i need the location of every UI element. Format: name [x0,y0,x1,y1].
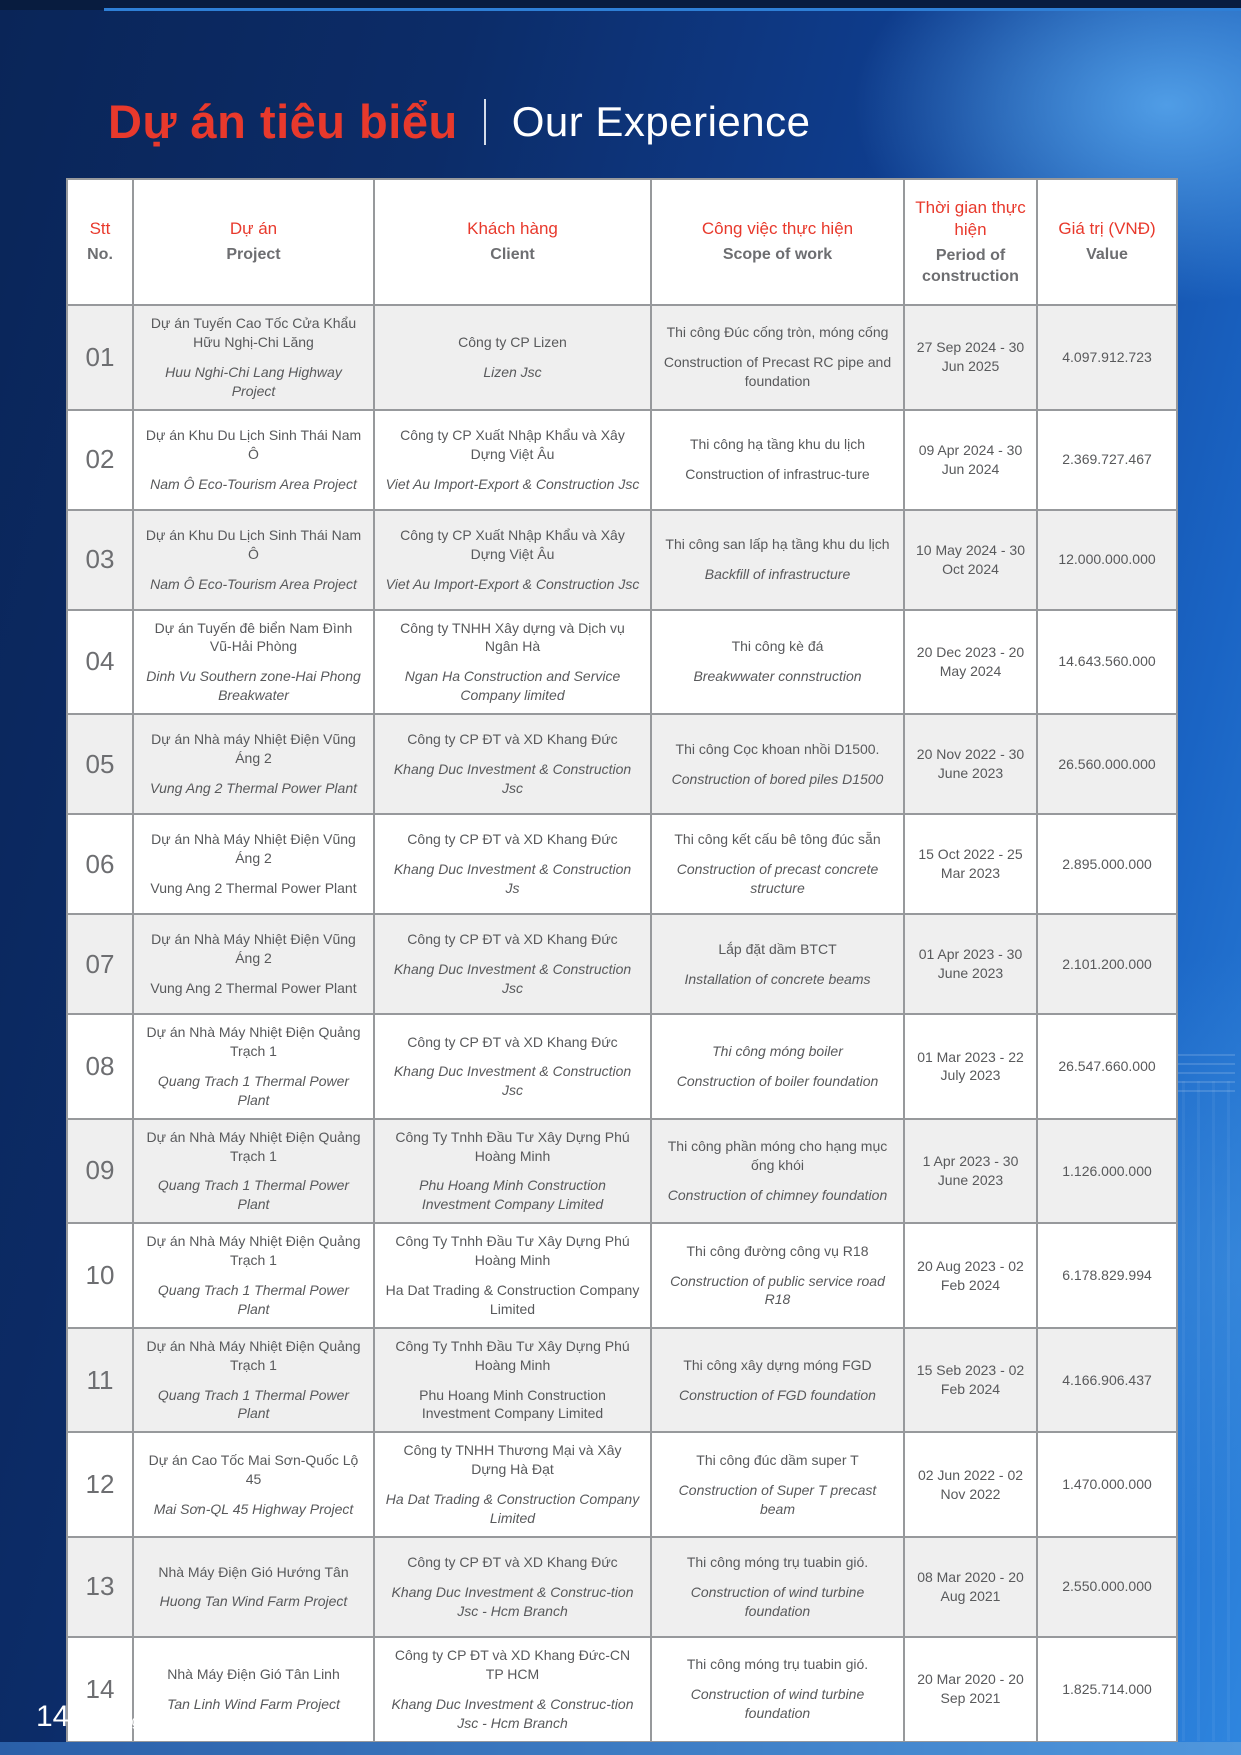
client-name-en: Khang Duc Investment & Construction Jsc [393,761,632,797]
row-number: 14 [85,1673,115,1704]
project-name-vi: Dự án Khu Du Lịch Sinh Thái Nam Ô [145,526,362,562]
project-cell [133,610,374,715]
project-name-vi: Dự án Nhà Máy Nhiệt Điện Quảng Trạch 1 [146,1024,361,1060]
project-name-en: Dinh Vu Southern zone-Hai Phong Breakwater [146,668,361,704]
table-row [67,814,1177,914]
project-cell [133,1014,374,1119]
header-value-en: Value [1086,246,1128,264]
bottom-accent-strip [0,1742,1241,1755]
client-cell [374,1432,651,1537]
scope-cell [651,1328,904,1433]
project-cell [133,814,374,914]
scope-en: Backfill of infrastructure [704,566,851,583]
client-name-vi: Công ty CP ĐT và XD Khang Đức [407,1554,618,1571]
client-name-en: Lizen Jsc [483,363,542,380]
row-number: 11 [86,1364,114,1395]
row-number-cell [67,1537,133,1637]
scope-vi: Thi công kè đá [731,638,824,655]
row-number: 02 [85,444,115,475]
client-cell [374,1637,651,1742]
scope-vi: Thi công móng trụ tuabin gió. [686,1554,869,1571]
project-name-vi: Dự án Nhà máy Nhiệt Điện Vũng Áng 2 [151,731,356,767]
client-cell [374,1119,651,1224]
project-name-en: Quang Trach 1 Thermal Power Plant [157,1386,350,1422]
table-row [67,1223,1177,1328]
row-number: 07 [85,948,115,979]
project-name-en: Nam Ô Eco-Tourism Area Project [150,575,357,592]
client-name-vi: Công Ty Tnhh Đầu Tư Xây Dựng Phú Hoàng Minh [395,1337,630,1373]
scope-cell [651,1223,904,1328]
client-name-en: Khang Duc Investment & Construction Jsc [393,961,632,997]
project-name-en: Nam Ô Eco-Tourism Area Project [150,475,357,492]
project-cell [133,305,374,410]
row-number: 09 [85,1155,115,1186]
header-value-vi: Giá trị (VNĐ) [1058,219,1156,239]
page-title-vietnamese: Dự án tiêu biểu [108,95,458,148]
project-cell [133,1223,374,1328]
table-row [67,1119,1177,1224]
value-cell: 6.178.829.994 [1037,1223,1177,1328]
project-name-vi: Dự án Cao Tốc Mai Sơn-Quốc Lộ 45 [148,1451,359,1487]
header-project-en: Project [226,246,281,264]
value-cell: 2.101.200.000 [1037,914,1177,1014]
period-cell: 1 Apr 2023 - 30 June 2023 [904,1119,1037,1224]
page-title [108,94,811,149]
period-cell: 20 Mar 2020 - 20 Sep 2021 [904,1637,1037,1742]
client-name-vi: Công ty CP ĐT và XD Khang Đức [407,931,618,948]
scope-cell [651,410,904,510]
period-cell: 01 Mar 2023 - 22 July 2023 [904,1014,1037,1119]
row-number: 10 [85,1259,115,1290]
scope-vi: Thi công đúc dầm super T [696,1451,859,1468]
client-name-vi: Công ty CP ĐT và XD Khang Đức-CN TP HCM [394,1646,631,1682]
row-number: 13 [85,1571,115,1602]
column-header-client [374,179,651,305]
project-name-vi: Dự án Nhà Máy Nhiệt Điện Quảng Trạch 1 [146,1337,361,1373]
scope-en: Construction of FGD foundation [679,1386,876,1403]
project-name-en: Huong Tan Wind Farm Project [159,1593,348,1610]
project-name-vi: Dự án Nhà Máy Nhiệt Điện Vũng Áng 2 [151,831,356,867]
client-cell [374,814,651,914]
value-cell: 26.560.000.000 [1037,714,1177,814]
period-cell: 02 Jun 2022 - 02 Nov 2022 [904,1432,1037,1537]
project-cell [133,410,374,510]
scope-vi: Thi công kết cấu bê tông đúc sẵn [674,831,881,848]
scope-vi: Thi công đường công vụ R18 [686,1242,869,1259]
client-cell [374,714,651,814]
project-name-en: Quang Trach 1 Thermal Power Plant [157,1282,350,1317]
client-name-en: Phu Hoang Minh Construction Investment Company Limited [419,1386,606,1422]
client-name-en: Phu Hoang Minh Construction Investment Company Limited [419,1177,606,1213]
scope-vi: Thi công móng trụ tuabin gió. [686,1656,869,1673]
row-number-cell [67,305,133,410]
row-number-cell [67,1119,133,1224]
scope-en: Breakwwater connstruction [693,668,862,685]
client-cell [374,510,651,610]
client-cell [374,410,651,510]
scope-en: Construction of boiler foundation [676,1072,879,1089]
client-cell [374,1014,651,1119]
client-name-vi: Công ty CP ĐT và XD Khang Đức [407,1033,618,1050]
header-period-vi: Thời gian thực hiện [915,197,1026,239]
column-header-project [133,179,374,305]
column-header-period [904,179,1037,305]
project-name-vi: Dự án Nhà Máy Nhiệt Điện Quảng Trạch 1 [146,1128,361,1164]
scope-cell [651,814,904,914]
client-name-vi: Công ty TNHH Xây dựng và Dịch vụ Ngân Hà [400,619,625,655]
scope-vi: Thi công Cọc khoan nhồi D1500. [675,740,880,757]
client-cell [374,1223,651,1328]
scope-cell [651,1537,904,1637]
period-cell: 20 Nov 2022 - 30 June 2023 [904,714,1037,814]
row-number-cell [67,914,133,1014]
scope-en: Construction of chimney foundation [667,1186,888,1203]
period-cell: 15 Oct 2022 - 25 Mar 2023 [904,814,1037,914]
client-name-en: Ha Dat Trading & Construction Company Limited [385,1491,640,1527]
value-cell: 2.895.000.000 [1037,814,1177,914]
value-cell: 1.825.714.000 [1037,1637,1177,1742]
project-cell [133,914,374,1014]
period-cell: 20 Dec 2023 - 20 May 2024 [904,610,1037,715]
client-name-vi: Công ty CP ĐT và XD Khang Đức [407,731,618,748]
table-row [67,714,1177,814]
client-name-en: Khang Duc Investment & Construction Js [393,861,632,897]
scope-en: Construction of public service road R18 [670,1272,885,1308]
client-cell [374,914,651,1014]
client-name-vi: Công ty TNHH Thương Mại và Xây Dựng Hà Đạt [403,1442,622,1478]
background-photo-texture [1167,1081,1241,1741]
header-project-vi: Dự án [229,219,278,239]
project-name-vi: Dự án Nhà Máy Nhiệt Điện Quảng Trạch 1 [146,1233,361,1269]
value-cell: 12.000.000.000 [1037,510,1177,610]
row-number-cell [67,1014,133,1119]
client-name-en: Khang Duc Investment & Construc-tion Jsc - Hcm Branch [391,1695,634,1731]
project-cell [133,1119,374,1224]
project-name-en: Tan Linh Wind Farm Project [167,1695,340,1712]
row-number-cell [67,714,133,814]
header-scope-en: Scope of work [722,246,833,264]
top-accent-line [104,8,1241,11]
row-number-cell [67,610,133,715]
client-name-vi: Công Ty Tnhh Đầu Tư Xây Dựng Phú Hoàng Minh [395,1128,630,1164]
table-row [67,914,1177,1014]
header-period-en: Period of construction [922,246,1019,285]
period-cell: 01 Apr 2023 - 30 June 2023 [904,914,1037,1014]
table-row [67,305,1177,410]
projects-table [66,178,1178,1743]
projects-table-body [67,305,1177,1742]
table-row [67,1014,1177,1119]
client-name-vi: Công ty CP ĐT và XD Khang Đức [407,831,618,848]
project-name-en: Mai Sơn-QL 45 Highway Project [153,1500,354,1517]
value-cell: 4.097.912.723 [1037,305,1177,410]
table-header-row [67,179,1177,305]
scope-vi: Lắp đặt dầm BTCT [718,940,837,957]
row-number: 12 [85,1469,115,1500]
table-row [67,1432,1177,1537]
page-number: 14 [36,1700,70,1733]
scope-cell [651,914,904,1014]
value-cell: 2.550.000.000 [1037,1537,1177,1637]
title-divider [484,99,486,145]
client-cell [374,305,651,410]
project-cell [133,714,374,814]
client-name-vi: Công ty CP Xuất Nhập Khẩu và Xây Dựng Việt Âu [400,426,625,462]
row-number: 04 [85,646,115,677]
row-number-cell [67,1328,133,1433]
period-cell: 08 Mar 2020 - 20 Aug 2021 [904,1537,1037,1637]
project-name-en: Vung Ang 2 Thermal Power Plant [150,880,357,897]
table-row [67,1328,1177,1433]
scope-en: Construction of Precast RC pipe and foundation [663,354,892,390]
client-cell [374,1537,651,1637]
scope-en: Construction of wind turbine foundation [690,1686,865,1722]
client-name-en: Viet Au Import-Export & Construction Jsc [385,575,640,592]
period-cell: 27 Sep 2024 - 30 Jun 2025 [904,305,1037,410]
client-cell [374,1328,651,1433]
table-row [67,1537,1177,1637]
row-number: 06 [85,848,115,879]
background-photo-glint [1173,1048,1235,1092]
row-number: 05 [85,748,115,779]
scope-en: Construction of bored piles D1500 [671,770,884,787]
scope-cell [651,305,904,410]
value-cell: 14.643.560.000 [1037,610,1177,715]
scope-vi: Thi công phần móng cho hạng mục ống khói [667,1138,888,1174]
row-number-cell [67,1223,133,1328]
period-cell: 20 Aug 2023 - 02 Feb 2024 [904,1223,1037,1328]
project-name-en: Quang Trach 1 Thermal Power Plant [157,1177,350,1213]
scope-vi: Thi công Đúc cống tròn, móng cống [666,324,889,341]
scope-vi: Thi công hạ tầng khu du lịch [689,436,866,453]
footer-tagline: Building Trust, Construction Quality [84,1713,330,1730]
row-number-cell [67,510,133,610]
project-name-en: Vung Ang 2 Thermal Power Plant [149,780,357,797]
project-cell [133,1537,374,1637]
scope-vi: Thi công xây dựng móng FGD [683,1356,872,1373]
project-cell [133,1328,374,1433]
row-number: 01 [85,341,115,372]
value-cell: 26.547.660.000 [1037,1014,1177,1119]
column-header-value [1037,179,1177,305]
client-name-vi: Công ty CP Xuất Nhập Khẩu và Xây Dựng Việt Âu [400,526,625,562]
scope-en: Installation of concrete beams [684,970,871,987]
scope-cell [651,1432,904,1537]
header-scope-vi: Công việc thực hiện [701,219,854,239]
period-cell: 10 May 2024 - 30 Oct 2024 [904,510,1037,610]
client-name-en: Viet Au Import-Export & Construction Jsc [385,475,640,492]
header-client-vi: Khách hàng [467,219,558,239]
project-name-vi: Dự án Tuyến đê biển Nam Đình Vũ-Hải Phòng [154,619,353,655]
project-name-en: Vung Ang 2 Thermal Power Plant [150,980,357,997]
project-cell [133,510,374,610]
page-title-english: Our Experience [511,97,811,145]
scope-en: Construction of infrastruc-ture [685,466,870,483]
project-name-en: Quang Trach 1 Thermal Power Plant [157,1072,350,1108]
client-name-vi: Công Ty Tnhh Đầu Tư Xây Dựng Phú Hoàng Minh [395,1233,630,1269]
value-cell: 1.470.000.000 [1037,1432,1177,1537]
scope-en: Construction of wind turbine foundation [690,1583,865,1619]
project-name-vi: Dự án Tuyến Cao Tốc Cửa Khẩu Hữu Nghị-Chi Lăng [150,315,357,350]
client-name-en: Ha Dat Trading & Construction Company Limited [385,1282,640,1317]
client-name-en: Khang Duc Investment & Construction Jsc [393,1063,632,1099]
scope-cell [651,610,904,715]
page-footer [36,1700,329,1734]
scope-cell [651,510,904,610]
table-row [67,610,1177,715]
row-number-cell [67,410,133,510]
client-name-en: Ngan Ha Construction and Service Company limited [404,668,621,704]
scope-cell [651,714,904,814]
scope-cell [651,1637,904,1742]
scope-en: Construction of precast concrete structure [676,861,879,897]
project-cell [133,1432,374,1537]
client-name-vi: Công ty CP Lizen [458,333,567,350]
scope-cell [651,1014,904,1119]
header-no-en: No. [87,246,113,264]
value-cell: 2.369.727.467 [1037,410,1177,510]
column-header-no [67,179,133,305]
period-cell: 15 Seb 2023 - 02 Feb 2024 [904,1328,1037,1433]
scope-cell [651,1119,904,1224]
table-row [67,410,1177,510]
period-cell: 09 Apr 2024 - 30 Jun 2024 [904,410,1037,510]
value-cell: 1.126.000.000 [1037,1119,1177,1224]
project-name-vi: Dự án Khu Du Lịch Sinh Thái Nam Ô [145,426,362,462]
header-client-en: Client [490,246,535,264]
header-no-vi: Stt [89,219,111,239]
project-name-vi: Nhà Máy Điện Gió Tân Linh [167,1665,340,1682]
scope-vi: Thi công san lấp hạ tầng khu du lịch [665,536,890,553]
client-name-en: Khang Duc Investment & Construc-tion Jsc - Hcm Branch [391,1583,634,1619]
value-cell: 4.166.906.437 [1037,1328,1177,1433]
row-number-cell [67,814,133,914]
client-cell [374,610,651,715]
scope-en: Construction of Super T precast beam [678,1481,877,1517]
row-number-cell [67,1432,133,1537]
project-name-vi: Nhà Máy Điện Gió Hướng Tân [158,1563,349,1580]
scope-vi: Thi công móng boiler [712,1043,843,1060]
project-name-en: Huu Nghi-Chi Lang Highway Project [165,363,342,399]
row-number: 03 [85,544,115,575]
column-header-scope [651,179,904,305]
row-number: 08 [85,1050,115,1081]
table-row [67,510,1177,610]
project-name-vi: Dự án Nhà Máy Nhiệt Điện Vũng Áng 2 [151,931,356,967]
